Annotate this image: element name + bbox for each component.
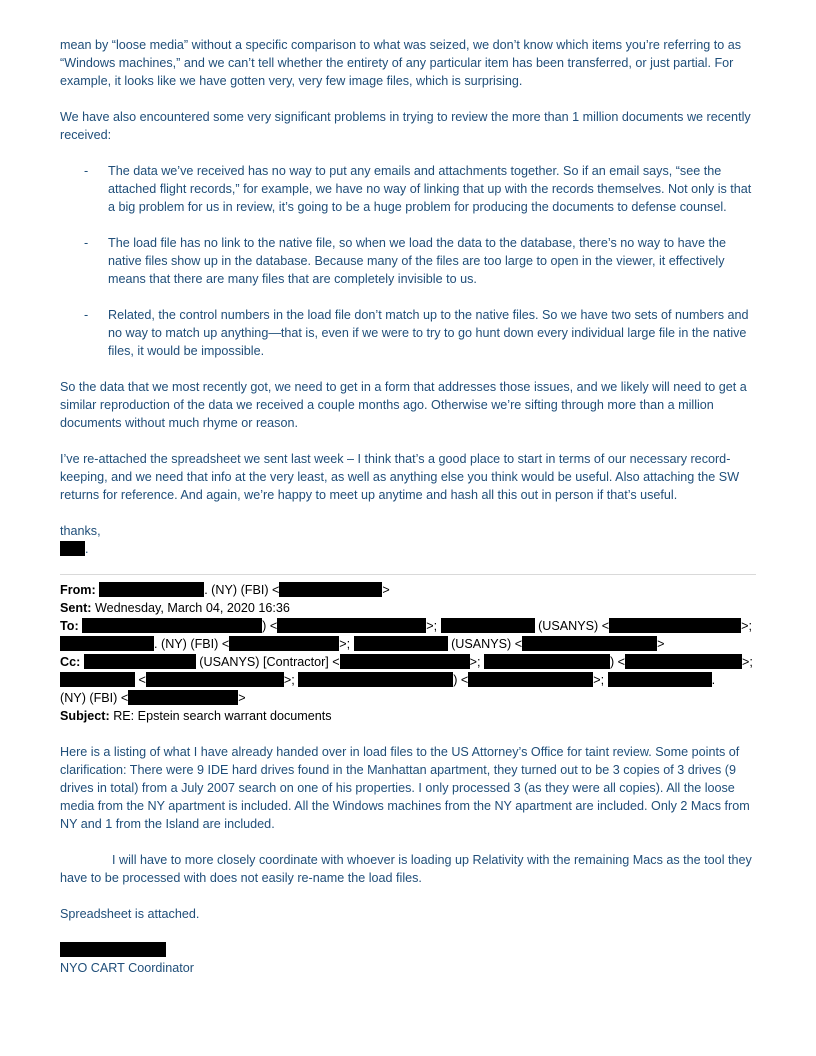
redaction-block	[99, 582, 204, 597]
signoff: thanks,	[60, 524, 101, 538]
redaction-block	[229, 636, 339, 651]
list-item	[60, 162, 760, 216]
list-item-text: Related, the control numbers in the load file don’t match up to the native files. So we have two sets of numbers and no way to match up anything—that is, even if we were to try to go hunt down every individual large file in the native files, it would be impossible.	[108, 308, 749, 358]
bullet-dash: -	[84, 236, 89, 250]
subject-line	[60, 707, 760, 725]
to-text: >;	[339, 637, 351, 651]
to-line	[60, 617, 760, 653]
cc-line	[60, 653, 760, 707]
cc-text: (USANYS) [Contractor] <	[199, 655, 340, 669]
redaction-block	[146, 672, 284, 687]
subject-label: Subject:	[60, 709, 110, 723]
redaction-block	[84, 654, 196, 669]
sender-signature	[60, 540, 760, 558]
cc-text: ) <	[609, 655, 626, 669]
to-text: (USANYS) <	[451, 637, 523, 651]
reply-signature-name	[60, 941, 760, 959]
signature-period: .	[85, 542, 89, 556]
cc-text: >;	[593, 673, 605, 687]
list-item-text: The data we’ve received has no way to put any emails and attachments together. So if an email says, “see the attached flight records,” for example, we have no way of linking that up with the records themselves. Not only is that a big problem for us in review, it’s going to be a huge problem for producing the documents to defense counsel.	[108, 164, 752, 214]
to-text: >;	[741, 619, 752, 633]
redaction-block	[279, 582, 382, 597]
email-header	[60, 581, 760, 725]
from-text: >	[382, 583, 390, 597]
reply-signature-title: NYO CART Coordinator	[60, 961, 194, 975]
body-paragraph-4: I’ve re-attached the spreadsheet we sent last week – I think that’s a good place to start in terms of our necessary record-keeping, and we need that info at the very least, as well as anything else you think would be useful. Also attaching the SW returns for reference. And again, we’re happy to meet up anytime and hash all this out in person if that’s useful.	[60, 452, 740, 502]
redaction-block	[484, 654, 610, 669]
to-label: To:	[60, 619, 79, 633]
sent-value: Wednesday, March 04, 2020 16:36	[94, 601, 290, 615]
list-item-text: The load file has no link to the native file, so when we load the data to the database, there’s no way to have the native files show up in the database. Because many of the files are too large to open in the viewer, it effectively means that there are many files that are completely invisible to us.	[108, 236, 726, 286]
subject-value: RE: Epstein search warrant documents	[113, 709, 332, 723]
reply-paragraph-3: Spreadsheet is attached.	[60, 907, 200, 921]
list-item	[60, 234, 760, 288]
redaction-block	[609, 618, 741, 633]
cc-text: >;	[283, 673, 295, 687]
cc-text: <	[138, 673, 146, 687]
to-text: >	[657, 637, 665, 651]
from-line	[60, 581, 760, 599]
cc-text: .	[711, 673, 716, 687]
redaction-block	[340, 654, 470, 669]
issues-list	[60, 162, 760, 360]
body-paragraph-3: So the data that we most recently got, we need to get in a form that addresses those issues, and we likely will need to get a similar reproduction of the data we received a couple months ago. Otherwise we’re sifting through more than a million documents without much rhyme or reason.	[60, 380, 747, 430]
reply-paragraph-1: Here is a listing of what I have already handed over in load files to the US Attorney’s Office for taint review. Some points of clarification: There were 9 IDE hard drives found in the Manhattan apartment, they turned out to be 3 copies of 3 drives (9 drives in total) from a July 2007 search on one of his properties. I only processed 3 (as they were all copies). All the loose media from the NY apartment is included. All the Windows machines from the NY apartment are included. Only 2 Macs from NY and 1 from the Island are included.	[60, 745, 750, 831]
redaction-block	[128, 690, 238, 705]
redaction-block	[298, 672, 453, 687]
bullet-dash: -	[84, 308, 89, 322]
redaction-block	[60, 942, 166, 957]
redaction-block	[625, 654, 742, 669]
body-paragraph-2: We have also encountered some very significant problems in trying to review the more than 1 million documents we recently received:	[60, 110, 751, 142]
list-item	[60, 306, 760, 360]
from-label: From:	[60, 583, 96, 597]
email-document	[60, 36, 760, 977]
cc-text: ) <	[453, 673, 469, 687]
sent-label: Sent:	[60, 601, 92, 615]
to-text: . (NY) (FBI) <	[154, 637, 230, 651]
header-divider	[60, 574, 756, 575]
cc-text: >;	[742, 655, 753, 669]
to-text: (USANYS) <	[538, 619, 610, 633]
redaction-block	[608, 672, 712, 687]
from-text: . (NY) (FBI) <	[204, 583, 280, 597]
to-text: ) <	[262, 619, 278, 633]
redaction-block	[354, 636, 448, 651]
redaction-block	[82, 618, 262, 633]
redaction-block	[60, 672, 135, 687]
cc-text: >;	[469, 655, 481, 669]
redaction-block	[277, 618, 426, 633]
to-text: >;	[426, 619, 438, 633]
redaction-block	[60, 541, 85, 556]
bullet-dash: -	[84, 164, 89, 178]
redaction-block	[522, 636, 657, 651]
reply-paragraph-2: I will have to more closely coordinate with whoever is loading up Relativity with the remaining Macs as the tool they have to be processed with does not easily re-name the load files.	[60, 853, 752, 885]
redaction-block	[60, 636, 154, 651]
cc-label: Cc:	[60, 655, 81, 669]
cc-text: (NY) (FBI) <	[60, 691, 129, 705]
redaction-block	[441, 618, 535, 633]
redaction-block	[468, 672, 593, 687]
sent-line	[60, 599, 760, 617]
cc-text: >	[238, 691, 246, 705]
body-paragraph-1: mean by “loose media” without a specific comparison to what was seized, we don’t know which items you’re referring to as “Windows machines,” and we can’t tell whether the entirety of any particular item has been transferred, or just partial. For example, it looks like we have gotten very, very few image files, which is surprising.	[60, 38, 742, 88]
